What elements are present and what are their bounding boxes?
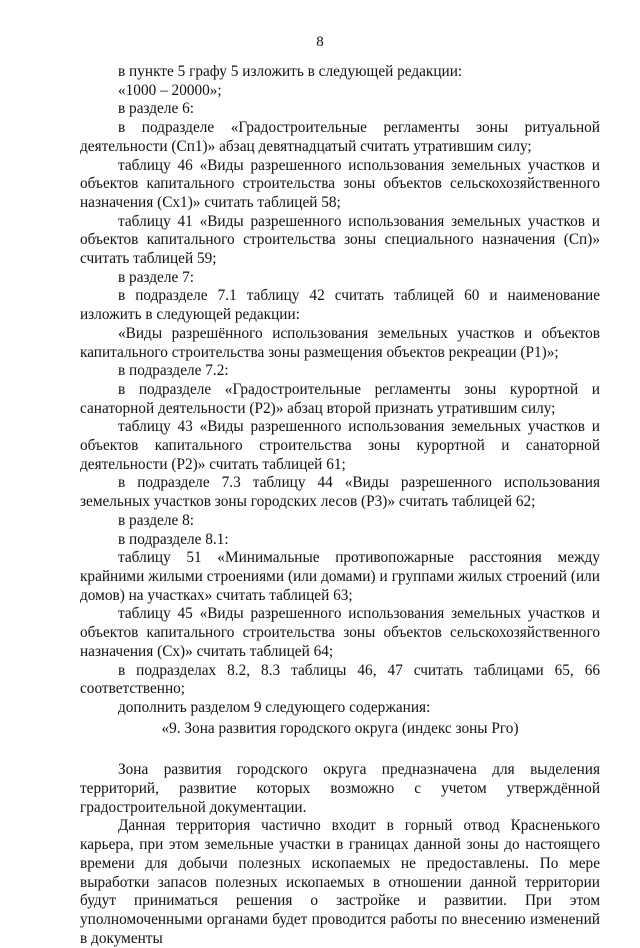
section-heading: «9. Зона развития городского округа (индекс зоны Рго) <box>161 719 519 737</box>
paragraph: таблицу 45 «Виды разрешенного использования земельных участков и объектов капитального строительства зоны объектов сельскохозяйственного назначения (Сх)» считать таблицей 64; <box>80 605 600 660</box>
paragraph: в разделе 7: <box>118 268 194 286</box>
paragraph: таблицу 51 «Минимальные противопожарные расстояния между крайними жилыми строениями (или домами) и группами жилых строений (или домов) на участках» считать таблицей 63; <box>80 549 600 604</box>
paragraph: в подразделе 8.1: <box>118 530 229 548</box>
paragraph: таблицу 46 «Виды разрешенного использования земельных участков и объектов капитального строительства зоны объектов сельскохозяйственного назначения (Сх1)» считать таблицей 58; <box>80 156 600 211</box>
page-number: 8 <box>316 34 324 50</box>
paragraph: таблицу 43 «Виды разрешенного использования земельных участков и объектов капитального строительства зоны курортной и санаторной деятельности (Р2)» считать таблицей 61; <box>80 418 600 473</box>
paragraph: «1000 – 20000»; <box>118 81 222 99</box>
paragraph: в разделе 8: <box>118 511 194 529</box>
document-body <box>80 63 600 948</box>
paragraph: в подразделе 7.2: <box>118 362 229 380</box>
paragraph: таблицу 41 «Виды разрешенного использования земельных участков и объектов капитального строительства зоны специального назначения (Сп)» считать таблицей 59; <box>80 212 600 268</box>
paragraph: в подразделах 8.2, 8.3 таблицы 46, 47 считать таблицами 65, 66 соответственно; <box>80 661 600 698</box>
paragraph: в разделе 6: <box>118 100 194 118</box>
body-paragraph: Зона развития городского округа предназначена для выделения территорий, развитие которых возможно с учетом утверждённой градостроительной документации. <box>80 761 600 816</box>
paragraph: в подразделе «Градостроительные регламенты зоны ритуальной деятельности (Сп1)» абзац девятнадцатый считать утратившим силу; <box>80 119 600 155</box>
body-paragraph: Данная территория частично входит в горный отвод Красненького карьера, при этом земельные участки в границах данной зоны до настоящего времени для добычи полезных ископаемых не предоставлены. По мере выработки запасов полезных ископаемых в отношении данной территории будут приниматься решения о застройке и развитии. При этом уполномоченными органами будет проводится работы по внесению изменений в документы <box>80 817 600 947</box>
paragraph: в подразделе 7.3 таблицу 44 «Виды разрешенного использования земельных участков зоны городских лесов (Р3)» считать таблицей 62; <box>80 474 600 511</box>
paragraph: в подразделе 7.1 таблицу 42 считать таблицей 60 и наименование изложить в следующей редакции: <box>80 287 600 324</box>
paragraph: дополнить разделом 9 следующего содержания: <box>118 698 431 716</box>
paragraph: в пункте 5 графу 5 изложить в следующей редакции: <box>118 63 463 80</box>
paragraph: «Виды разрешённого использования земельных участков и объектов капитального строительства зоны размещения объектов рекреации (Р1)»; <box>80 324 600 361</box>
paragraph: в подразделе «Градостроительные регламенты зоны курортной и санаторной деятельности (Р2)» абзац второй признать утратившим силу; <box>80 380 600 417</box>
